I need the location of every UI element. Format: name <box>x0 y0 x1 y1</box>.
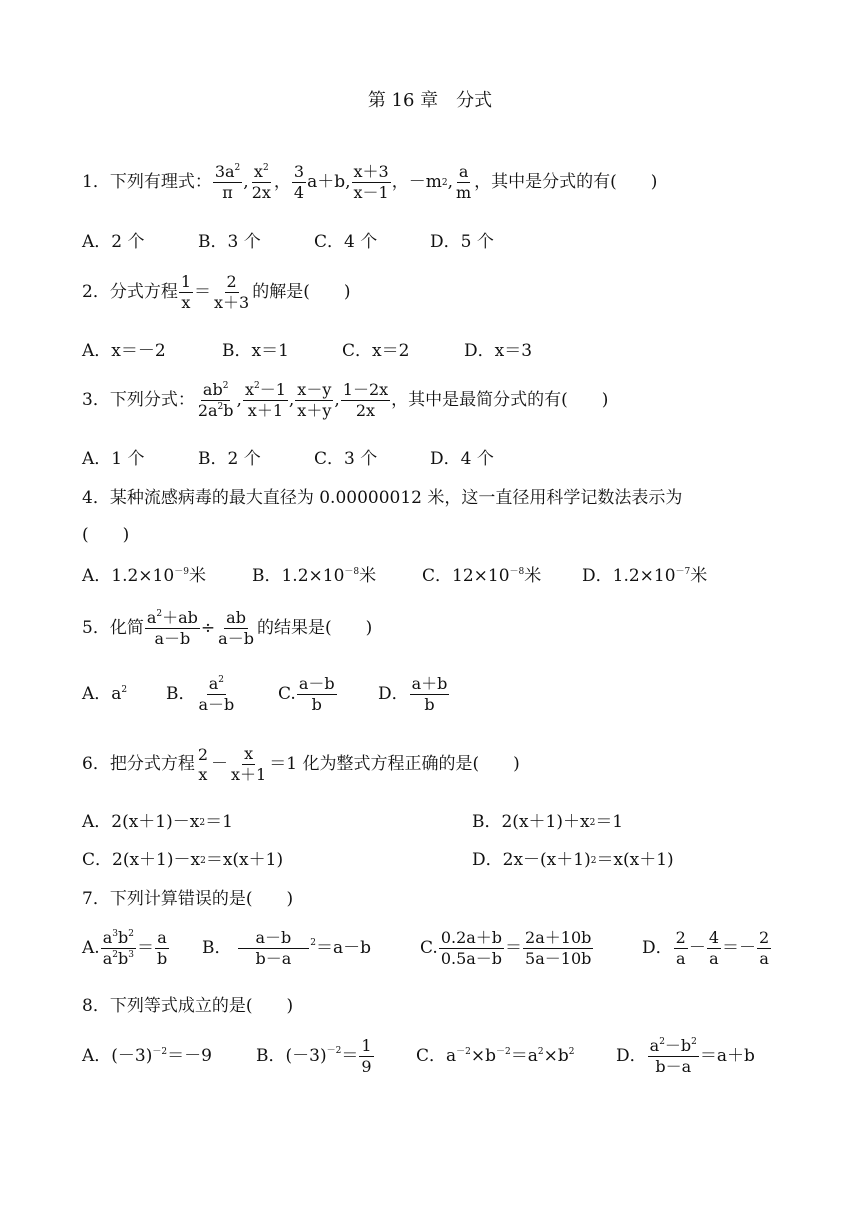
fraction: 2 x <box>197 744 209 784</box>
option: C. $\frac{a-b}{b}$ <box>278 674 335 714</box>
question-4-blank: ( ) <box>82 525 130 545</box>
option: A．1 个 <box>82 449 145 469</box>
q4-options <box>82 568 707 585</box>
option: A．2 个 <box>82 232 145 252</box>
q6-option-a: A．2(x＋1)－x 2 ＝1 <box>82 812 233 832</box>
option: C．$a^{-2}\times b^{-2}=a^2\times b^2$ <box>416 1046 575 1066</box>
option: C．4 个 <box>314 232 378 252</box>
fraction: $\frac{x^2-1}{x+1}$ <box>244 380 286 420</box>
fraction: $\frac{x}{x+1}$ <box>231 744 267 784</box>
option: D． $\frac{a+b}{b}$ <box>378 674 448 714</box>
question-8: 8．下列等式成立的是( ) <box>82 996 294 1016</box>
fraction: $\frac{x-y}{x+y}$ <box>297 380 332 420</box>
option: D．5 个 <box>430 232 494 252</box>
option: B． $\frac{a^2}{a-b}$ <box>166 674 235 714</box>
option: C．3 个 <box>314 449 378 469</box>
fraction: $\frac{x^2}{2x}$ <box>251 162 271 202</box>
q3-options <box>82 451 494 468</box>
fraction: $\frac{1}{x}$ <box>180 272 192 312</box>
question-6: 6．把分式方程 2 x － $\frac{x}{x+1}$ ＝1 化为整式方程正确的是( ) <box>82 744 520 784</box>
option: B．$1.2\times 10^{-8}$米 <box>252 566 377 586</box>
option: B．3 个 <box>198 232 261 252</box>
option: D．4 个 <box>430 449 494 469</box>
q2-options <box>82 343 532 360</box>
option: B．2 个 <box>198 449 261 469</box>
fraction: $\frac{a^2+ab}{a-b}$ <box>146 608 198 648</box>
fraction: $\frac{2}{x+3}$ <box>214 272 250 312</box>
q6-option-d: D．2x－(x＋1) 2 ＝x(x＋1) <box>472 850 674 870</box>
question-1: 1．下列有理式： $\frac{3a^2}{\pi}$ , $\frac{x^2}{2x}$ ， $\frac{3}{4}$ a＋b , $\frac{x+3}{x-1}$ ， －m 2 , $\frac{a}{m}$ ，其中是分式的有( ) <box>82 162 658 202</box>
option: A. $\frac{a^3b^2}{a^2b^3}$ ＝ $\frac{a}{b}$ <box>82 928 168 968</box>
option: A．$a^2$ <box>82 684 128 704</box>
q8-options <box>82 1038 755 1075</box>
q5-options <box>82 676 450 713</box>
option: D． $\frac{2}{a}$ － $\frac{4}{a}$ ＝－ $\frac{2}{a}$ <box>642 928 770 968</box>
fraction: $\frac{1-2x}{2x}$ <box>342 380 389 420</box>
option: C．x＝2 <box>342 341 410 361</box>
fraction: $\frac{a}{m}$ <box>456 162 472 202</box>
question-5: 5．化简 $\frac{a^2+ab}{a-b}$ ÷ $\frac{ab}{a-b}$ 的结果是( ) <box>82 608 373 648</box>
question-3: 3．下列分式： $\frac{ab^2}{2a^2b}$ , $\frac{x^2-1}{x+1}$ , $\frac{x-y}{x+y}$ , $\frac{1-2x}{2x}$ ，其中是最简分式的有( ) <box>82 380 609 420</box>
option: D． $\frac{a^2-b^2}{b-a}$ ＝a＋b <box>616 1036 755 1076</box>
fraction: $\frac{ab}{a-b}$ <box>218 608 254 648</box>
q6-option-b: B．2(x＋1)＋x 2 ＝1 <box>472 812 624 832</box>
option: B．x＝1 <box>222 341 289 361</box>
fraction: $\frac{3}{4}$ <box>293 162 305 202</box>
question-7: 7．下列计算错误的是( ) <box>82 889 294 909</box>
option: C. $\frac{0.2a+b}{0.5a-b}$ ＝ $\frac{2a+10b}{5a-10b}$ <box>420 928 592 968</box>
option: A．$1.2\times 10^{-9}$米 <box>82 566 206 586</box>
option: A．$(-3)^{-2}=-9$ <box>82 1046 212 1066</box>
option: C．$12\times 10^{-8}$米 <box>422 566 542 586</box>
q1-options <box>82 234 494 251</box>
question-4: 4．某种流感病毒的最大直径为 0.00000012 米，这一直径用科学记数法表示为 <box>82 488 683 508</box>
option: B．(－3) $^{-2}$ ＝ $\frac{1}{9}$ <box>256 1036 372 1076</box>
q7-options <box>82 930 772 967</box>
option: B． $\frac{a-b}{b-a}$ $^2$ ＝a－b <box>202 928 372 968</box>
option: D．x＝3 <box>464 341 533 361</box>
q6-option-c: C．2(x＋1)－x 2 ＝x(x＋1) <box>82 850 284 870</box>
question-2: 2．分式方程 $\frac{1}{x}$ ＝ $\frac{2}{x+3}$ 的解是( ) <box>82 272 351 312</box>
fraction: $\frac{x+3}{x-1}$ <box>353 162 389 202</box>
fraction: $\frac{3a^2}{\pi}$ <box>214 162 241 202</box>
option: A．x＝－2 <box>82 341 166 361</box>
page-title: 第 16 章 分式 <box>367 90 493 111</box>
option: D．$1.2\times 10^{-7}$米 <box>582 566 708 586</box>
fraction: $\frac{ab^2}{2a^2b}$ <box>197 380 234 420</box>
